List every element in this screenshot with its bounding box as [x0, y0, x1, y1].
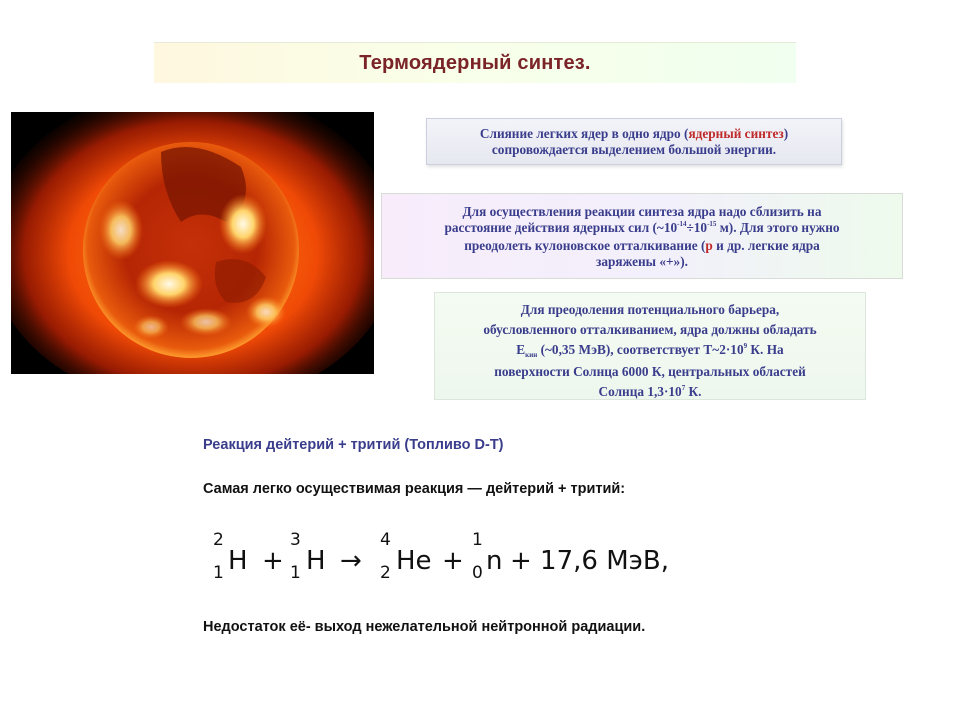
fusion-equation [210, 522, 730, 592]
fusion-condition-box [381, 193, 903, 279]
fusion-condition-line2: расстояние действия ядерных сил ($\sim 10^{-14}\div 10^{-15}$ м). Для этого нужно [444, 220, 840, 235]
energy-release: + 17,6 МэВ, [510, 546, 670, 576]
fusion-condition-line3: преодолеть кулоновское отталкивание (p и др. легкие ядра [464, 238, 820, 253]
easiest-reaction-text: Самая легко осуществимая реакция — дейтерий + тритий: [203, 481, 626, 497]
reaction-arrow: → [340, 546, 362, 576]
fusion-condition-line1: Для осуществления реакции синтеза ядра надо сблизить на [462, 204, 822, 219]
potential-barrier-line2: обусловленного отталкиванием, ядра должны обладать [483, 322, 817, 337]
tritium-symbol: H [306, 546, 326, 576]
tritium-charge-number: 1 [290, 563, 301, 583]
potential-barrier-box [434, 292, 866, 400]
deuterium-mass-number: 2 [213, 530, 224, 550]
neutron-mass-number: 1 [472, 530, 483, 550]
reaction-heading: Реакция дейтерий + тритий (Топливо D-T) [203, 437, 504, 453]
potential-barrier-line3: $E_{кин}$ (~0,35 МэВ), соответствует $Т\sim 2\cdot 10^9$ К. На [516, 342, 784, 359]
deuterium-charge-number: 1 [213, 563, 224, 583]
deuterium-symbol: H [228, 546, 248, 576]
tritium-mass-number: 3 [290, 530, 301, 550]
helium-charge-number: 2 [380, 563, 391, 583]
neutron-symbol: n [486, 546, 503, 576]
plus-sign-1: + [262, 546, 284, 576]
drawback-text: Недостаток её- выход нежелательной нейтронной радиации. [203, 619, 646, 635]
fusion-definition-box [426, 118, 842, 165]
fusion-definition-line1: Слияние легких ядер в одно ядро (ядерный синтез) [479, 126, 789, 141]
potential-barrier-line4: поверхности Солнца 6000 К, центральных областей [494, 364, 806, 379]
slide-title: Термоядерный синтез. [359, 51, 591, 74]
fusion-definition-line2: сопровождается выделением большой энергии. [491, 142, 777, 157]
sun-image [11, 112, 374, 374]
plus-sign-2: + [442, 546, 464, 576]
fusion-condition-line4: заряжены «+»). [596, 254, 688, 269]
potential-barrier-line5: Солнца $1,3\cdot 10^7$ К. [598, 384, 702, 399]
potential-barrier-line1: Для преодоления потенциального барьера, [520, 302, 780, 317]
helium-symbol: He [396, 546, 432, 576]
neutron-charge-number: 0 [472, 563, 483, 583]
title-banner [154, 42, 796, 83]
sun-xray-picture [11, 112, 374, 374]
helium-mass-number: 4 [380, 530, 391, 550]
